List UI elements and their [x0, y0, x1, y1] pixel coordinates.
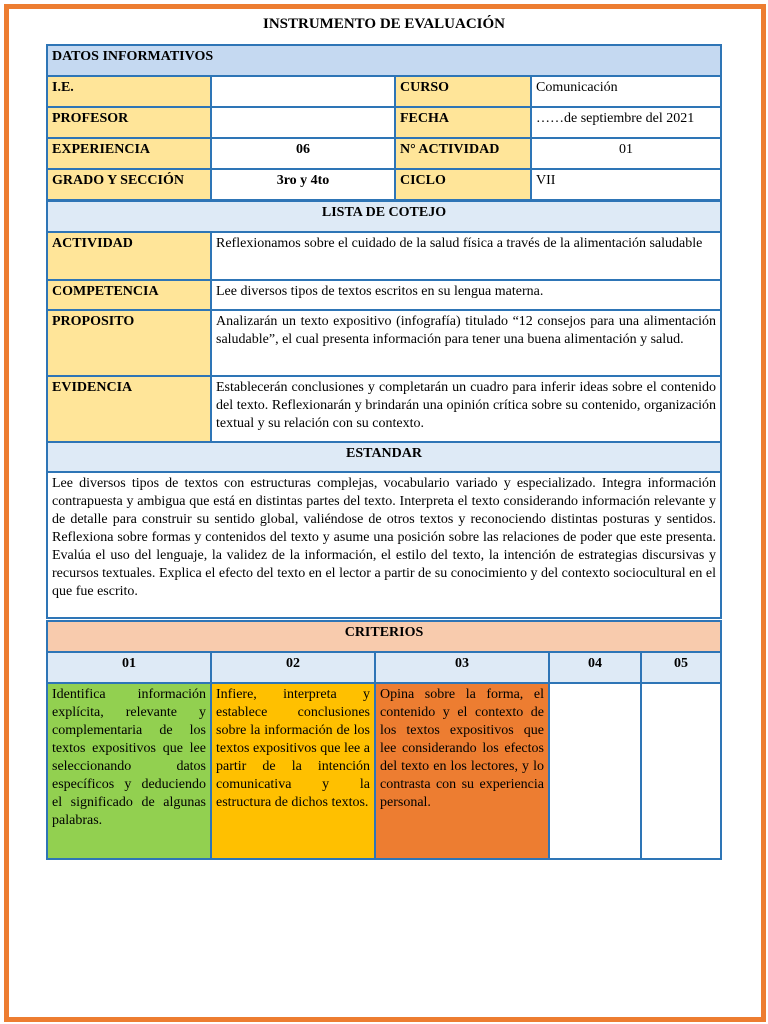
criterio-col-02: 02	[211, 652, 375, 683]
proposito-value: Analizarán un texto expositivo (infografía) titulado “12 consejos para una alimentación saludable”, el cual presenta información para tener una buena alimentación y salud.	[211, 310, 721, 376]
criterio-item-05	[641, 683, 721, 859]
criterio-col-03: 03	[375, 652, 549, 683]
grado-label: GRADO Y SECCIÓN	[47, 169, 211, 200]
curso-label: CURSO	[395, 76, 531, 107]
datos-informativos-table	[46, 44, 722, 201]
actividad-value: Reflexionamos sobre el cuidado de la salud física a través de la alimentación saludable	[211, 232, 721, 280]
experiencia-label: EXPERIENCIA	[47, 138, 211, 169]
estandar-header: ESTANDAR	[47, 442, 721, 472]
criterio-col-05: 05	[641, 652, 721, 683]
lista-cotejo-table	[46, 200, 722, 619]
curso-value: Comunicación	[531, 76, 721, 107]
ie-label: I.E.	[47, 76, 211, 107]
experiencia-value: 06	[211, 138, 395, 169]
actividad-num-value: 01	[531, 138, 721, 169]
criterio-item-04	[549, 683, 641, 859]
page-title: INSTRUMENTO DE EVALUACIÓN	[263, 16, 505, 32]
criterio-col-04: 04	[549, 652, 641, 683]
ciclo-value: VII	[531, 169, 721, 200]
ciclo-label: CICLO	[395, 169, 531, 200]
criterio-item-03: Opina sobre la forma, el contenido y el contexto de los textos expositivos que lee considerando los efectos del texto en los lectores, y lo contrasta con su experiencia personal.	[375, 683, 549, 859]
criterio-item-01: Identifica información explícita, relevante y complementaria de los textos expositivos que lee seleccionando datos específicos y deduciendo el significado de algunas palabras.	[47, 683, 211, 859]
profesor-value	[211, 107, 395, 138]
criterio-col-01: 01	[47, 652, 211, 683]
ie-value	[211, 76, 395, 107]
criterios-header: CRITERIOS	[47, 621, 721, 652]
grado-value: 3ro y 4to	[211, 169, 395, 200]
profesor-label: PROFESOR	[47, 107, 211, 138]
competencia-value: Lee diversos tipos de textos escritos en su lengua materna.	[211, 280, 721, 310]
evidencia-value: Establecerán conclusiones y completarán un cuadro para inferir ideas sobre el contenido del texto. Reflexionarán y brindarán una opinión crítica sobre su contenido, organización textual y su relación con su contexto.	[211, 376, 721, 442]
actividad-num-label: N° ACTIVIDAD	[395, 138, 531, 169]
actividad-label: ACTIVIDAD	[47, 232, 211, 280]
fecha-value: ……de septiembre del 2021	[531, 107, 721, 138]
fecha-label: FECHA	[395, 107, 531, 138]
evidencia-label: EVIDENCIA	[47, 376, 211, 442]
datos-header: DATOS INFORMATIVOS	[47, 45, 721, 76]
estandar-text: Lee diversos tipos de textos con estructuras complejas, vocabulario variado y especializado. Integra información contrapuesta y ambigua que está en distintas partes del texto. Interpreta el texto considerando información relevante y de detalle para construir su sentido global, valiéndose de otros textos y reconociendo distintas posturas y sentidos. Reflexiona sobre formas y contenidos del texto y asume una posición sobre las relaciones de poder que este presenta. Evalúa el uso del lenguaje, la validez de la información, el estilo del texto, la intención de estrategias discursivas y recursos textuales. Explica el efecto del texto en el lector a partir de su conocimiento y del contexto sociocultural en el que fue escrito.	[47, 472, 721, 618]
competencia-label: COMPETENCIA	[47, 280, 211, 310]
cotejo-header: LISTA DE COTEJO	[47, 201, 721, 232]
criterio-item-02: Infiere, interpreta y establece conclusiones sobre la información de los textos expositivos que lee a partir de la intención comunicativa y la estructura de dichos textos.	[211, 683, 375, 859]
proposito-label: PROPOSITO	[47, 310, 211, 376]
criterios-table	[46, 620, 722, 860]
